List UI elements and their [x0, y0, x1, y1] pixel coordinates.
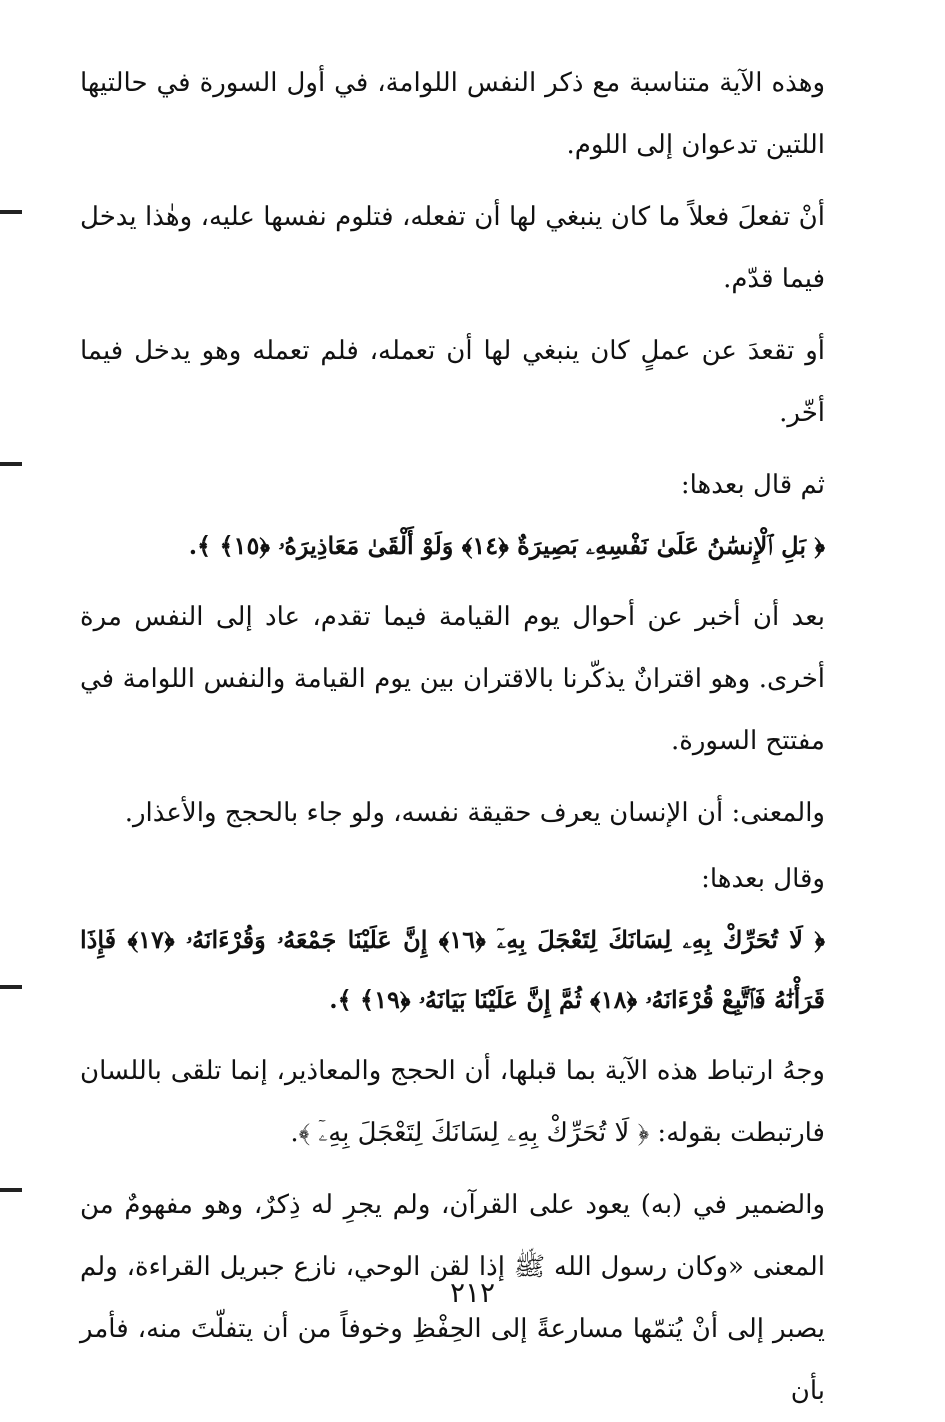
quran-verse: ﴿ لَا تُحَرِّكْ بِهِۦ لِسَانَكَ لِتَعْجَلَ بِهِۦٓ ﴿١٦﴾ إِنَّ عَلَيْنَا جَمْعَهُۥ وَقُرْءَانَهُۥ ﴿١٧﴾ فَإِذَا قَرَأْنَٰهُ فَٱتَّبِعْ قُرْءَانَهُۥ ﴿١٨﴾ ثُمَّ إِنَّ عَلَيْنَا بَيَانَهُۥ ﴿١٩﴾ ﴾. [80, 925, 826, 1014]
paragraph: وجهُ ارتباط هذه الآية بما قبلها، أن الحجج والمعاذير، إنما تلقى باللسان فارتبطت بقوله: ﴿ لَا تُحَرِّكْ بِهِۦ لِسَانَكَ لِتَعْجَلَ بِهِۦٓ ﴾. [80, 1056, 825, 1148]
page-number: ٢١٢ [449, 1276, 496, 1309]
paragraph: والضمير في (به) يعود على القرآن، ولم يجرِ له ذِكرٌ، وهو مفهومٌ من المعنى «وكان رسول الله ﷺ إذا لقن الوحي، نازع جبريل القراءة، ولم يصبر إلى أنْ يُتمّها مسارعةً إلى الحِفْظِ وخوفاً من أن يتفلّتَ منه، فأمر بأن [80, 1190, 825, 1406]
margin-mark [0, 985, 22, 989]
paragraph: والمعنى: أن الإنسان يعرف حقيقة نفسه، ولو جاء بالحجج والأعذار. [124, 798, 825, 828]
paragraph-heading: وقال بعدها: [701, 864, 825, 894]
paragraph: وهذه الآية متناسبة مع ذكر النفس اللوامة، في أول السورة في حالتيها اللتين تدعوان إلى اللوم. [80, 68, 825, 160]
page-body [80, 52, 825, 1422]
paragraph: أنْ تفعلَ فعلاً ما كان ينبغي لها أن تفعله، فتلوم نفسها عليه، وهٰذا يدخل فيما قدّم. [80, 202, 825, 294]
margin-mark [0, 1188, 22, 1192]
quran-verse: ﴿ بَلِ ٱلْإِنسَٰنُ عَلَىٰ نَفْسِهِۦ بَصِيرَةٌ ﴿١٤﴾ وَلَوْ أَلْقَىٰ مَعَاذِيرَهُۥ ﴿١٥﴾ ﴾. [188, 531, 825, 560]
margin-mark [0, 210, 22, 214]
margin-mark [0, 462, 22, 466]
paragraph-heading: ثم قال بعدها: [680, 470, 825, 500]
paragraph: بعد أن أخبر عن أحوال يوم القيامة فيما تقدم، عاد إلى النفس مرة أخرى. وهو اقترانٌ يذكّرنا بالاقتران بين يوم القيامة والنفس اللوامة في مفتتح السورة. [80, 602, 825, 756]
paragraph: أو تقعدَ عن عملٍ كان ينبغي لها أن تعمله، فلم تعمله وهو يدخل فيما أخّر. [80, 336, 825, 428]
